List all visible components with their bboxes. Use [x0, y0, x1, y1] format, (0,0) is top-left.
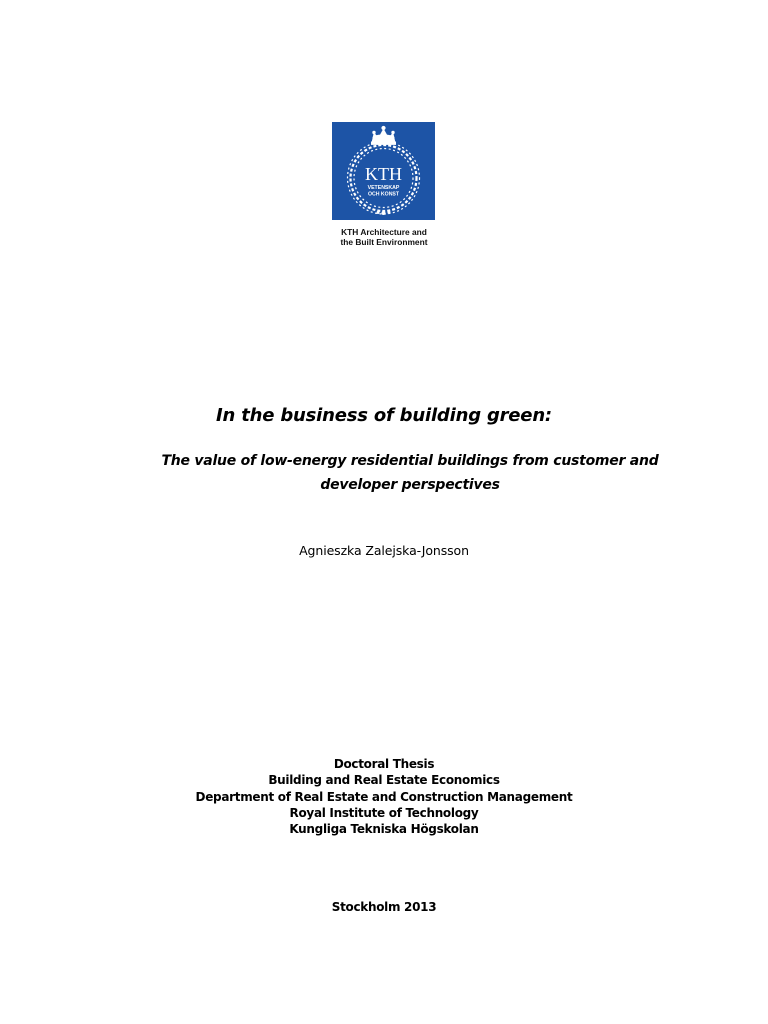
- thesis-title: In the business of building green:: [216, 405, 552, 426]
- caption-line-2: the Built Environment: [340, 237, 428, 247]
- subtitle-line-1: The value of low-energy residential buildings from customer and: [161, 453, 659, 469]
- subtitle-line-2: developer perspectives: [320, 477, 500, 493]
- thesis-type: Doctoral Thesis: [333, 757, 435, 771]
- school-name-caption: [326, 227, 442, 247]
- thesis-institute-swedish: Kungliga Tekniska Högskolan: [289, 822, 479, 837]
- kth-logo: [332, 122, 435, 220]
- kth-wordmark: KTH: [365, 164, 402, 184]
- author-name: Agnieszka Zalejska-Jonsson: [299, 543, 469, 558]
- place-and-year: Stockholm 2013: [331, 900, 437, 914]
- caption-line-1: KTH Architecture and: [341, 227, 427, 237]
- kth-motto-line1: VETENSKAP: [367, 185, 400, 191]
- thesis-info: [0, 756, 768, 837]
- kth-crest-icon: [332, 122, 435, 220]
- thesis-subject: Building and Real Estate Economics: [268, 773, 500, 788]
- crown-icon: [372, 126, 396, 144]
- thesis-department: Department of Real Estate and Construction Management: [195, 789, 573, 804]
- thesis-institute: Royal Institute of Technology: [289, 805, 479, 820]
- kth-motto-line2: OCH KONST: [367, 191, 400, 198]
- thesis-subtitle: [160, 449, 660, 497]
